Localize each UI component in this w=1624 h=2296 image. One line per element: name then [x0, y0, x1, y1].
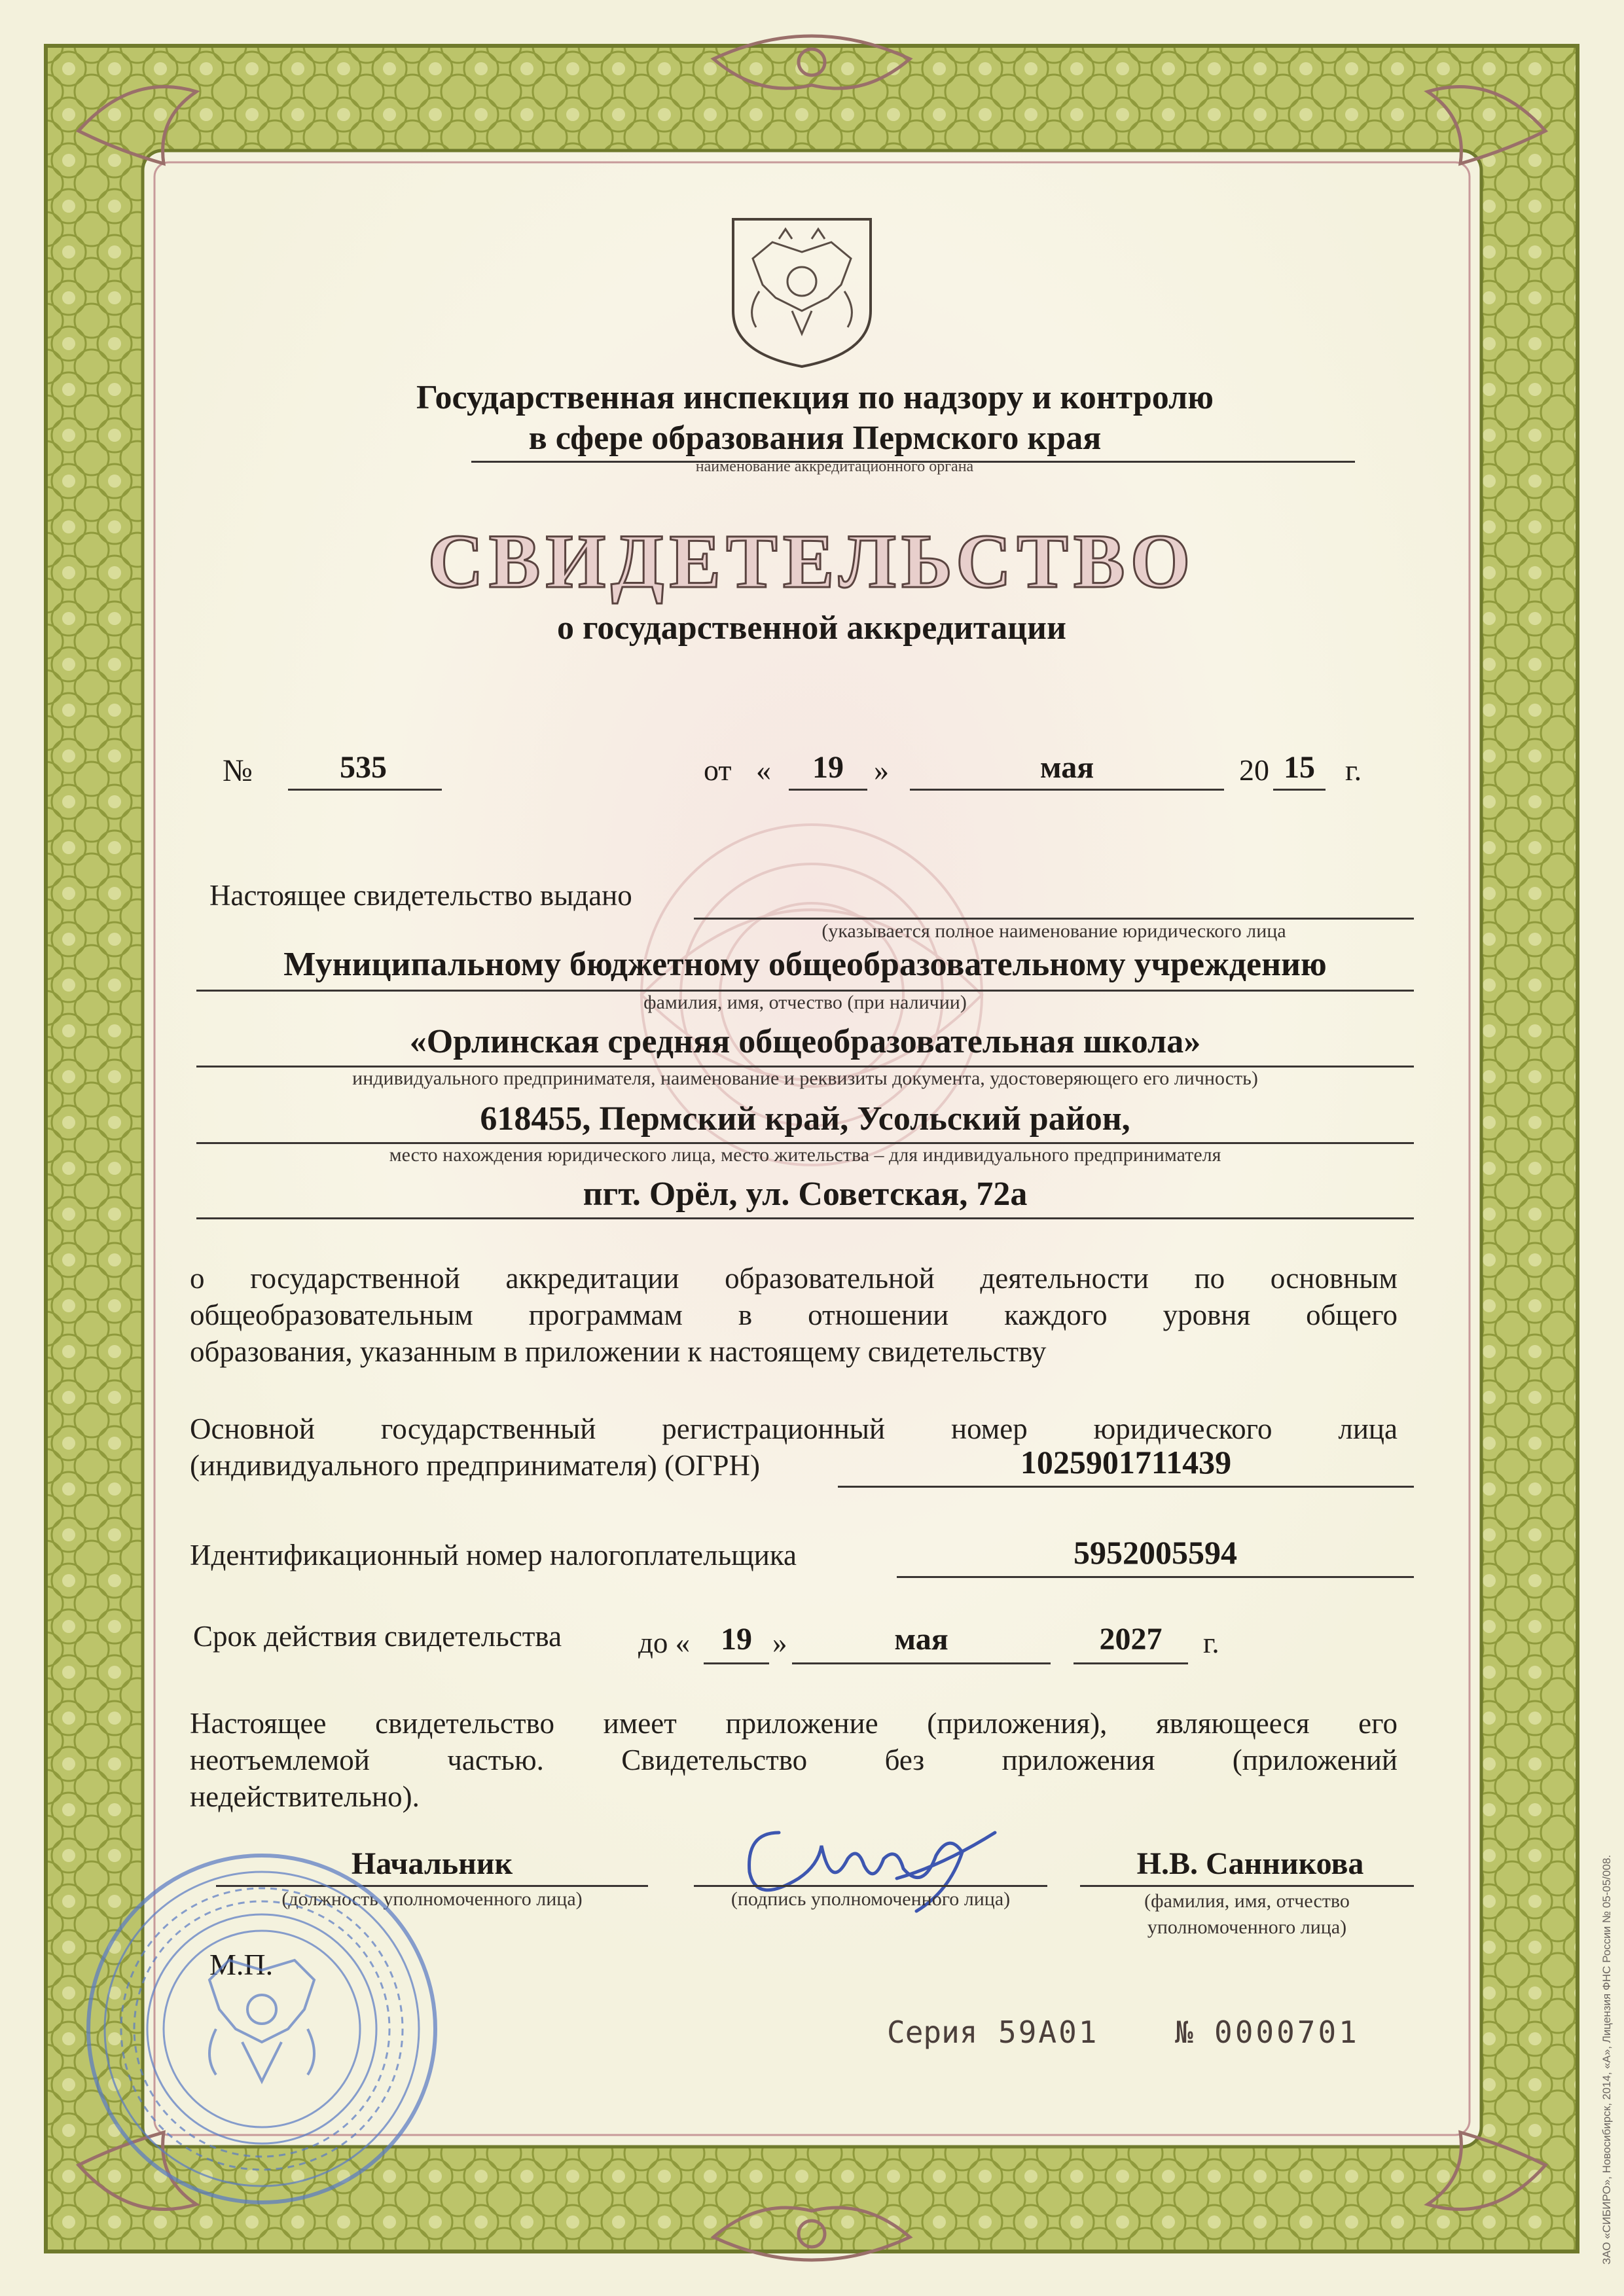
- series-label: Серия: [887, 2015, 978, 2050]
- appendix-text-line1: Настоящее свидетельство имеет приложение (приложения), являющееся его: [190, 1707, 1398, 1740]
- date-from-label: от: [704, 753, 732, 787]
- date-quote-close: »: [874, 753, 889, 787]
- issue-month: мая: [1039, 750, 1094, 785]
- certificate-number: 535: [340, 750, 387, 785]
- official-seal-stamp: [79, 1846, 445, 2212]
- validity-label: Срок действия свидетельства: [193, 1620, 562, 1653]
- issue-year-suffix: 15: [1284, 750, 1315, 785]
- name-caption-2: уполномоченного лица): [1147, 1916, 1347, 1938]
- coat-of-arms-icon: [727, 213, 877, 370]
- issued-caption-4: место нахождения юридического лица, место жительства – для индивидуального предпринимателя: [389, 1144, 1221, 1166]
- validity-year-underline: [1074, 1662, 1188, 1664]
- name-caption-1: (фамилия, имя, отчество: [1144, 1890, 1350, 1912]
- position-caption: (должность уполномоченного лица): [281, 1888, 583, 1910]
- issued-caption-1: (указывается полное наименование юридического лица: [821, 920, 1286, 942]
- accreditation-text-line1: о государственной аккредитации образовательной деятельности по основным: [190, 1262, 1398, 1295]
- issue-year-unit: г.: [1345, 753, 1362, 787]
- validity-day: 19: [721, 1622, 752, 1657]
- inn-label: Идентификационный номер налогоплательщика: [190, 1539, 797, 1571]
- authority-name-line1: Государственная инспекция по надзору и контролю: [416, 379, 1214, 416]
- validity-year: 2027: [1099, 1622, 1163, 1657]
- authority-caption: наименование аккредитационного органа: [695, 458, 974, 475]
- appendix-text-line3: недействительно).: [190, 1780, 420, 1813]
- authority-name-line2: в сфере образования Пермского края: [528, 420, 1102, 457]
- accreditation-text-line2: общеобразовательным программам в отношении каждого уровня общего: [190, 1299, 1398, 1331]
- name-underline: [1080, 1885, 1414, 1887]
- signature-caption: (подпись уполномоченного лица): [731, 1888, 1011, 1910]
- blank-number-label: №: [1175, 2015, 1193, 2050]
- institution-address-line1: 618455, Пермский край, Усольский район,: [480, 1100, 1130, 1138]
- number-label: №: [223, 753, 253, 788]
- issued-to-underline: [694, 918, 1414, 920]
- institution-address-line2: пгт. Орёл, ул. Советская, 72а: [583, 1175, 1028, 1213]
- date-quote-open: «: [756, 753, 771, 787]
- validity-quote-close: »: [772, 1626, 787, 1659]
- inn-underline: [897, 1576, 1414, 1578]
- signatory-position: Начальник: [351, 1846, 513, 1881]
- number-underline: [288, 789, 442, 791]
- issued-to-label: Настоящее свидетельство выдано: [209, 879, 632, 912]
- ogrn-label-line1: Основной государственный регистрационный номер юридического лица: [190, 1412, 1398, 1445]
- inn-value: 5952005594: [1074, 1534, 1237, 1571]
- institution-name-line2: «Орлинская средняя общеобразовательная школа»: [409, 1023, 1201, 1060]
- blank-number-value: 0000701: [1214, 2015, 1360, 2050]
- signature-underline: [694, 1885, 1047, 1887]
- printer-imprint: ЗАО «СИБИРО», Новосибирск, 2014, «А», Лицензия ФНС России № 05-05/008.: [1600, 1854, 1613, 2265]
- institution-address-line2-underline: [196, 1217, 1414, 1219]
- validity-month: мая: [894, 1622, 948, 1657]
- validity-until-label: до «: [638, 1626, 691, 1659]
- issue-day-underline: [789, 789, 867, 791]
- signatory-name: Н.В. Санникова: [1136, 1846, 1364, 1881]
- validity-year-unit: г.: [1203, 1626, 1219, 1659]
- issue-day: 19: [812, 750, 844, 785]
- ogrn-value: 1025901711439: [1020, 1444, 1232, 1480]
- accreditation-text-line3: образования, указанным в приложении к настоящему свидетельству: [190, 1335, 1047, 1368]
- issue-year-prefix: 20: [1239, 753, 1269, 787]
- issued-caption-2: фамилия, имя, отчество (при наличии): [643, 992, 967, 1013]
- document-subtitle: о государственной аккредитации: [557, 609, 1066, 647]
- ogrn-underline: [838, 1486, 1414, 1488]
- series-value: 59А01: [998, 2015, 1099, 2050]
- validity-day-underline: [704, 1662, 769, 1664]
- seal-place-label: М.П.: [209, 1948, 274, 1981]
- institution-name-line1: Муниципальному бюджетному общеобразовательному учреждению: [283, 946, 1327, 983]
- validity-month-underline: [792, 1662, 1051, 1664]
- document-title: СВИДЕТЕЛЬСТВО: [427, 518, 1196, 604]
- ogrn-label-line2: (индивидуального предпринимателя) (ОГРН): [190, 1449, 760, 1482]
- issue-month-underline: [910, 789, 1224, 791]
- issue-year-underline: [1273, 789, 1326, 791]
- appendix-text-line2: неотъемлемой частью. Свидетельство без приложения (приложений: [190, 1744, 1398, 1776]
- issued-caption-3: индивидуального предпринимателя, наименование и реквизиты документа, удостоверяющего его личность): [352, 1067, 1258, 1089]
